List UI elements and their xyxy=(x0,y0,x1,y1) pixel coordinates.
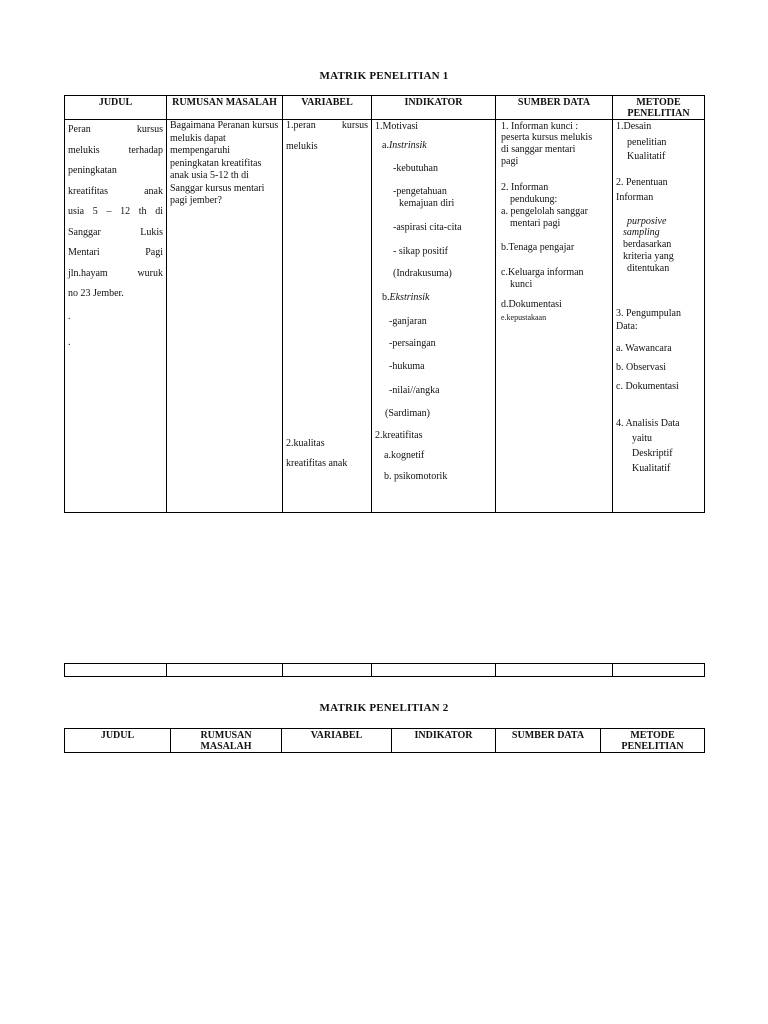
judul-line-last: no 23 Jember. xyxy=(68,288,124,299)
metode-item: b. Observasi xyxy=(616,362,666,373)
judul-line: melukis terhadap xyxy=(68,144,163,156)
sumber-item: kunci xyxy=(510,279,533,290)
metode-item: yaitu xyxy=(632,433,652,444)
metode-item: purposive xyxy=(627,216,667,227)
matrix2-header-row xyxy=(65,729,705,753)
judul-line: jln.hayam wuruk xyxy=(68,267,163,279)
matrix1-table xyxy=(64,95,705,513)
metode-item: berdasarkan xyxy=(623,239,672,250)
header-sumber-data: SUMBER DATA xyxy=(496,729,601,753)
metode-item: 4. Analisis Data xyxy=(616,418,680,429)
indikator-source: (Indrakusuma) xyxy=(393,268,452,279)
sumber-item: b.Tenaga pengajar xyxy=(501,242,575,253)
sumber-item: pagi xyxy=(501,156,519,167)
indikator-motivasi: 1.Motivasi xyxy=(375,121,419,132)
sumber-item: d.Dokumentasi xyxy=(501,299,562,310)
variabel-1-line1: 1.peran kursus xyxy=(286,120,368,131)
indikator-item: -kebutuhan xyxy=(393,163,438,174)
indikator-item: -nilai//angka xyxy=(389,385,440,396)
judul-cell xyxy=(65,120,167,513)
matrix1-header-row xyxy=(65,96,705,120)
indikator-item: -ganjaran xyxy=(389,316,427,327)
judul-line: Mentari Pagi xyxy=(68,247,163,258)
variabel-1-line2: melukis xyxy=(286,141,318,152)
indikator-ekstrinsik-prefix: b. xyxy=(382,292,390,303)
empty-cell xyxy=(372,664,496,677)
empty-cell xyxy=(167,664,283,677)
metode-item: Kualitatif xyxy=(632,463,671,474)
rumusan-text: Bagaimana Peranan kursus melukis dapat mempengaruhi peningkatan kreatifitas anak usia 5-12 th di Sanggar kursus mentari pagi jember? xyxy=(170,120,279,206)
metode-item: c. Dokumentasi xyxy=(616,381,679,392)
variabel-cell xyxy=(283,120,372,513)
metode-item: 2. Penentuan xyxy=(616,177,668,188)
matrix2-title: MATRIK PENELITIAN 2 xyxy=(319,702,449,714)
header-sumber-data: SUMBER DATA xyxy=(496,96,613,120)
indikator-item: -pengetahuan xyxy=(393,186,447,197)
empty-table-row xyxy=(64,663,705,677)
variabel-2-line2: kreatifitas anak xyxy=(286,458,348,469)
indikator-item: - sikap positif xyxy=(393,246,448,257)
header-rumusan-masalah: RUMUSAN MASALAH xyxy=(171,729,282,753)
indikator-item: kemajuan diri xyxy=(399,198,455,209)
indikator-instrinsik-prefix: a. xyxy=(382,140,389,151)
sumber-data-cell xyxy=(496,120,613,513)
judul-line: kreatifitas anak xyxy=(68,185,163,197)
variabel-2-line1: 2.kualitas xyxy=(286,438,325,449)
header-rumusan-masalah: RUMUSAN MASALAH xyxy=(167,96,283,120)
sumber-item: mentari pagi xyxy=(510,218,561,229)
matrix1-body-row xyxy=(65,120,705,513)
indikator-item: -hukuma xyxy=(389,361,425,372)
metode-penelitian-cell xyxy=(613,120,705,513)
judul-dot: . xyxy=(68,336,71,348)
header-indikator: INDIKATOR xyxy=(372,96,496,120)
metode-item: Deskriptif xyxy=(632,448,673,459)
indikator-ekstrinsik xyxy=(382,292,430,303)
metode-item: Kualitatif xyxy=(627,151,666,162)
indikator-item: a.kognetif xyxy=(384,450,425,461)
judul-line: Peran kursus xyxy=(68,124,163,135)
empty-row xyxy=(65,664,705,677)
indikator-item: b. psikomotorik xyxy=(384,471,448,482)
matrix2-table xyxy=(64,728,705,753)
metode-item: Informan xyxy=(616,192,654,203)
empty-cell xyxy=(613,664,705,677)
indikator-item: -aspirasi cita-cita xyxy=(393,222,462,233)
metode-item: sampling xyxy=(623,227,660,238)
sumber-item: di sanggar mentari xyxy=(501,144,576,155)
indikator-cell xyxy=(372,120,496,513)
sumber-item: peserta kursus melukis xyxy=(501,132,593,143)
metode-item: Data: xyxy=(616,321,638,332)
metode-item: ditentukan xyxy=(627,263,670,274)
sumber-item: c.Keluarga informan xyxy=(501,267,584,278)
indikator-instrinsik xyxy=(382,140,427,151)
indikator-source: (Sardiman) xyxy=(385,408,430,419)
indikator-kreatifitas: 2.kreatifitas xyxy=(375,430,423,441)
rumusan-masalah-cell xyxy=(167,120,283,513)
metode-item: kriteria yang xyxy=(623,251,674,262)
header-metode-penelitian: METODE PENELITIAN xyxy=(601,729,705,753)
matrix1-title: MATRIK PENELITIAN 1 xyxy=(319,70,449,82)
header-judul: JUDUL xyxy=(65,96,167,120)
indikator-instrinsik-label: Instrinsik xyxy=(388,140,427,151)
metode-item: 1.Desain xyxy=(616,121,652,132)
indikator-item: -persaingan xyxy=(389,338,436,349)
header-variabel: VARIABEL xyxy=(282,729,392,753)
metode-item: penelitian xyxy=(627,137,667,148)
header-metode-penelitian: METODE PENELITIAN xyxy=(613,96,705,120)
metode-item: 3. Pengumpulan xyxy=(616,308,681,319)
sumber-item: 1. Informan kunci : xyxy=(501,121,579,132)
header-indikator: INDIKATOR xyxy=(392,729,496,753)
sumber-item: 2. Informan xyxy=(501,182,549,193)
empty-cell xyxy=(65,664,167,677)
judul-dot: . xyxy=(68,310,71,322)
sumber-item: a. pengelolah sanggar xyxy=(501,206,588,217)
header-variabel: VARIABEL xyxy=(283,96,372,120)
empty-cell xyxy=(496,664,613,677)
judul-line: usia 5 – 12 th di xyxy=(68,206,163,217)
judul-line: Sanggar Lukis xyxy=(68,226,163,238)
empty-cell xyxy=(283,664,372,677)
indikator-ekstrinsik-label: Ekstrinsik xyxy=(389,292,430,303)
sumber-item: e.kepustakaan xyxy=(501,313,547,322)
sumber-item: pendukung: xyxy=(510,194,558,205)
metode-item: a. Wawancara xyxy=(616,343,672,354)
header-judul: JUDUL xyxy=(65,729,171,753)
judul-line: peningkatan xyxy=(68,165,117,176)
